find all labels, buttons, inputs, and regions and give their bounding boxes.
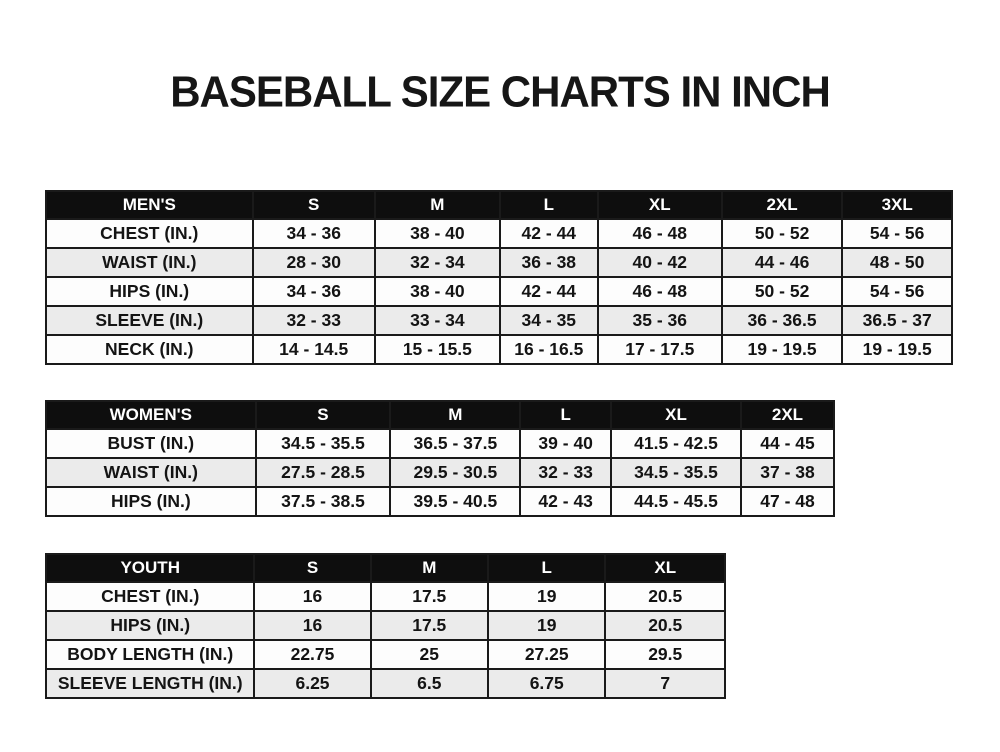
- youth-size-header-xl: XL: [605, 554, 725, 582]
- size-value-cell: 48 - 50: [842, 248, 952, 277]
- youth-table-row: [46, 640, 725, 669]
- size-value-cell: 39.5 - 40.5: [390, 487, 520, 516]
- row-label: NECK (IN.): [46, 335, 253, 364]
- size-value-cell: 50 - 52: [722, 277, 842, 306]
- size-value-cell: 29.5: [605, 640, 725, 669]
- youth-header-row: [46, 554, 725, 582]
- size-value-cell: 34 - 35: [500, 306, 598, 335]
- size-value-cell: 6.25: [254, 669, 370, 698]
- size-value-cell: 25: [371, 640, 488, 669]
- row-label: HIPS (IN.): [46, 611, 254, 640]
- row-label: HIPS (IN.): [46, 277, 253, 306]
- row-label: HIPS (IN.): [46, 487, 256, 516]
- size-value-cell: 42 - 44: [500, 219, 598, 248]
- youth-size-header-m: M: [371, 554, 488, 582]
- size-value-cell: 16: [254, 611, 370, 640]
- size-value-cell: 39 - 40: [520, 429, 611, 458]
- size-value-cell: 38 - 40: [375, 219, 500, 248]
- size-value-cell: 35 - 36: [598, 306, 722, 335]
- row-label: CHEST (IN.): [46, 582, 254, 611]
- row-label: BUST (IN.): [46, 429, 256, 458]
- size-value-cell: 20.5: [605, 582, 725, 611]
- size-value-cell: 36 - 36.5: [722, 306, 842, 335]
- size-value-cell: 34 - 36: [253, 219, 375, 248]
- size-value-cell: 37 - 38: [741, 458, 834, 487]
- size-value-cell: 54 - 56: [842, 219, 952, 248]
- size-value-cell: 6.75: [488, 669, 605, 698]
- size-value-cell: 46 - 48: [598, 277, 722, 306]
- womens-table-row: [46, 487, 834, 516]
- mens-size-header-s: S: [253, 191, 375, 219]
- size-value-cell: 22.75: [254, 640, 370, 669]
- youth-size-table: [45, 553, 726, 699]
- size-value-cell: 19: [488, 582, 605, 611]
- size-value-cell: 17.5: [371, 611, 488, 640]
- mens-table-row: [46, 219, 952, 248]
- size-value-cell: 34.5 - 35.5: [611, 458, 741, 487]
- size-value-cell: 19 - 19.5: [722, 335, 842, 364]
- size-value-cell: 36.5 - 37.5: [390, 429, 520, 458]
- mens-table-row: [46, 277, 952, 306]
- size-value-cell: 19: [488, 611, 605, 640]
- size-value-cell: 47 - 48: [741, 487, 834, 516]
- size-value-cell: 14 - 14.5: [253, 335, 375, 364]
- row-label: WAIST (IN.): [46, 458, 256, 487]
- size-value-cell: 17.5: [371, 582, 488, 611]
- size-value-cell: 6.5: [371, 669, 488, 698]
- size-value-cell: 29.5 - 30.5: [390, 458, 520, 487]
- youth-group-header: YOUTH: [46, 554, 254, 582]
- mens-size-header-3xl: 3XL: [842, 191, 952, 219]
- size-value-cell: 33 - 34: [375, 306, 500, 335]
- size-value-cell: 15 - 15.5: [375, 335, 500, 364]
- size-value-cell: 32 - 34: [375, 248, 500, 277]
- mens-table-row: [46, 306, 952, 335]
- youth-table-row: [46, 582, 725, 611]
- size-value-cell: 37.5 - 38.5: [256, 487, 391, 516]
- size-value-cell: 38 - 40: [375, 277, 500, 306]
- size-value-cell: 32 - 33: [520, 458, 611, 487]
- size-value-cell: 20.5: [605, 611, 725, 640]
- page-title: BASEBALL SIZE CHARTS IN INCH: [170, 67, 830, 116]
- mens-table-row: [46, 248, 952, 277]
- size-value-cell: 41.5 - 42.5: [611, 429, 741, 458]
- womens-table-row: [46, 429, 834, 458]
- size-value-cell: 28 - 30: [253, 248, 375, 277]
- mens-group-header: MEN'S: [46, 191, 253, 219]
- womens-size-table: [45, 400, 835, 517]
- size-value-cell: 42 - 44: [500, 277, 598, 306]
- size-value-cell: 32 - 33: [253, 306, 375, 335]
- womens-header-row: [46, 401, 834, 429]
- youth-size-header-l: L: [488, 554, 605, 582]
- size-value-cell: 36 - 38: [500, 248, 598, 277]
- mens-size-table: [45, 190, 953, 365]
- womens-size-header-m: M: [390, 401, 520, 429]
- size-value-cell: 16: [254, 582, 370, 611]
- size-value-cell: 36.5 - 37: [842, 306, 952, 335]
- youth-table-row: [46, 669, 725, 698]
- row-label: SLEEVE LENGTH (IN.): [46, 669, 254, 698]
- size-value-cell: 42 - 43: [520, 487, 611, 516]
- size-value-cell: 50 - 52: [722, 219, 842, 248]
- mens-size-header-xl: XL: [598, 191, 722, 219]
- size-value-cell: 44.5 - 45.5: [611, 487, 741, 516]
- mens-header-row: [46, 191, 952, 219]
- mens-size-header-l: L: [500, 191, 598, 219]
- size-value-cell: 27.5 - 28.5: [256, 458, 391, 487]
- womens-table-row: [46, 458, 834, 487]
- size-value-cell: 34.5 - 35.5: [256, 429, 391, 458]
- youth-size-header-s: S: [254, 554, 370, 582]
- size-value-cell: 16 - 16.5: [500, 335, 598, 364]
- row-label: BODY LENGTH (IN.): [46, 640, 254, 669]
- row-label: CHEST (IN.): [46, 219, 253, 248]
- womens-size-header-xl: XL: [611, 401, 741, 429]
- row-label: WAIST (IN.): [46, 248, 253, 277]
- size-value-cell: 7: [605, 669, 725, 698]
- size-value-cell: 19 - 19.5: [842, 335, 952, 364]
- womens-size-header-2xl: 2XL: [741, 401, 834, 429]
- size-value-cell: 27.25: [488, 640, 605, 669]
- size-value-cell: 44 - 46: [722, 248, 842, 277]
- youth-table-row: [46, 611, 725, 640]
- womens-size-header-l: L: [520, 401, 611, 429]
- size-value-cell: 17 - 17.5: [598, 335, 722, 364]
- mens-size-header-2xl: 2XL: [722, 191, 842, 219]
- size-value-cell: 54 - 56: [842, 277, 952, 306]
- size-value-cell: 46 - 48: [598, 219, 722, 248]
- size-value-cell: 40 - 42: [598, 248, 722, 277]
- size-value-cell: 34 - 36: [253, 277, 375, 306]
- mens-size-header-m: M: [375, 191, 500, 219]
- mens-table-row: [46, 335, 952, 364]
- womens-group-header: WOMEN'S: [46, 401, 256, 429]
- size-value-cell: 44 - 45: [741, 429, 834, 458]
- row-label: SLEEVE (IN.): [46, 306, 253, 335]
- womens-size-header-s: S: [256, 401, 391, 429]
